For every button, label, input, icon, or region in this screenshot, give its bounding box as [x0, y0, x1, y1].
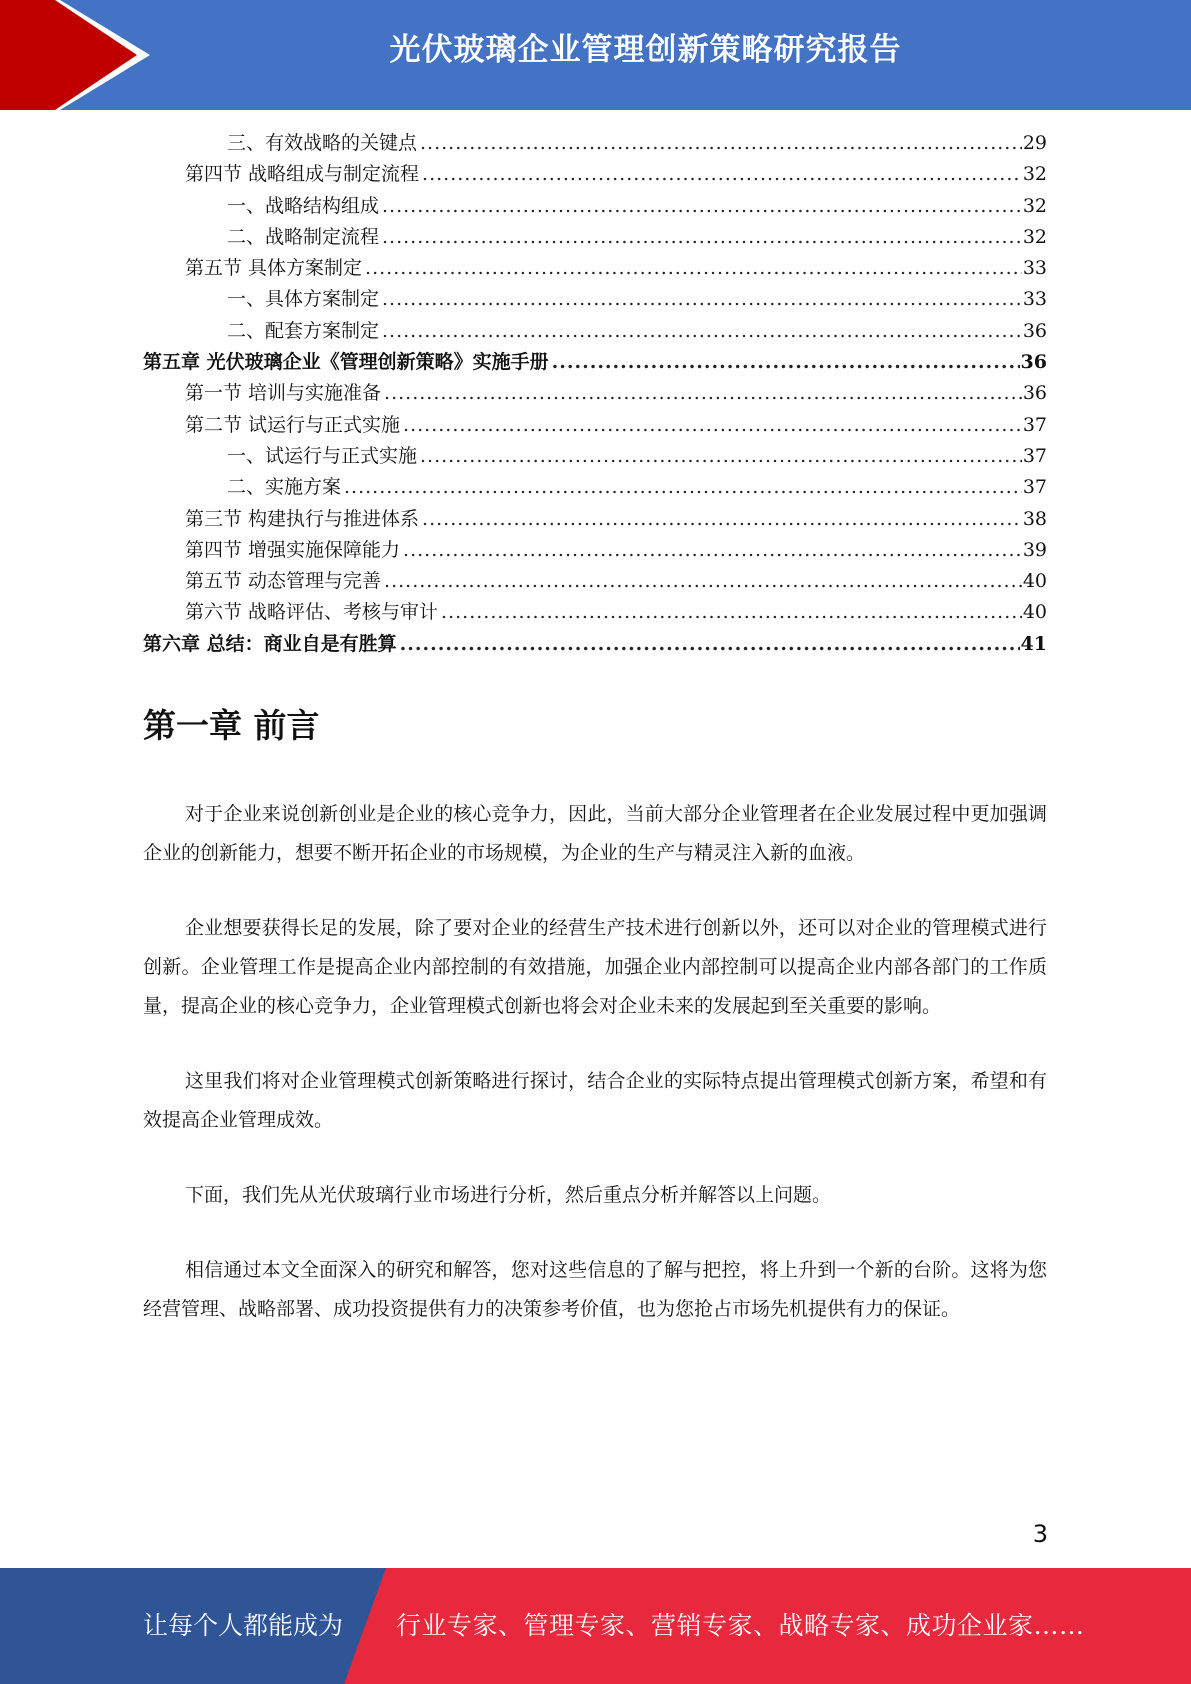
toc-entry-title: 一、战略结构组成: [227, 194, 380, 217]
toc-entry-page: 33: [1022, 257, 1047, 280]
toc-entry-title: 第五节 具体方案制定: [185, 257, 363, 280]
toc-dot-leader: [382, 284, 1022, 315]
toc-entry[interactable]: [143, 159, 1047, 190]
toc-entry-page: 37: [1022, 444, 1047, 467]
footer-slogan-left: 让每个人都能成为: [143, 1611, 344, 1640]
toc-entry-page: 36: [1020, 351, 1047, 374]
toc-dot-leader: [552, 347, 1020, 378]
table-of-contents: [143, 128, 1047, 660]
report-title: 光伏玻璃企业管理创新策略研究报告: [389, 32, 902, 68]
toc-dot-leader: [384, 378, 1022, 409]
chapter-body: [143, 795, 1047, 1365]
toc-entry-title: 二、配套方案制定: [227, 319, 380, 342]
toc-entry-page: 32: [1022, 163, 1047, 186]
toc-dot-leader: [420, 128, 1022, 159]
toc-dot-leader: [422, 159, 1022, 190]
toc-entry[interactable]: [143, 347, 1047, 378]
toc-entry-title: 一、具体方案制定: [227, 288, 380, 311]
toc-entry-page: 32: [1022, 225, 1047, 248]
toc-entry[interactable]: [143, 191, 1047, 222]
toc-entry[interactable]: [143, 128, 1047, 159]
toc-dot-leader: [422, 504, 1022, 535]
toc-entry-title: 第六章 总结：商业自是有胜算: [143, 632, 397, 655]
toc-entry-title: 第四节 增强实施保障能力: [185, 538, 401, 561]
toc-dot-leader: [420, 441, 1022, 472]
toc-entry-page: 40: [1022, 601, 1047, 624]
toc-entry[interactable]: [143, 597, 1047, 628]
page-header: [0, 0, 1191, 110]
toc-entry-page: 36: [1022, 319, 1047, 342]
toc-entry[interactable]: [143, 410, 1047, 441]
toc-entry[interactable]: [143, 253, 1047, 284]
toc-entry-title: 二、战略制定流程: [227, 225, 380, 248]
toc-dot-leader: [365, 253, 1022, 284]
footer-slogan-right: 行业专家、管理专家、营销专家、战略专家、成功企业家……: [396, 1611, 1085, 1640]
toc-dot-leader: [403, 410, 1022, 441]
paragraph: 相信通过本文全面深入的研究和解答，您对这些信息的了解与把控，将上升到一个新的台阶。这将为您经营管理、战略部署、成功投资提供有力的决策参考价值，也为您抢占市场先机提供有力的保证。: [143, 1259, 1047, 1320]
toc-entry[interactable]: [143, 441, 1047, 472]
toc-dot-leader: [382, 222, 1022, 253]
paragraph: 下面，我们先从光伏玻璃行业市场进行分析，然后重点分析并解答以上问题。: [185, 1184, 832, 1206]
toc-entry-title: 一、试运行与正式实施: [227, 444, 418, 467]
toc-entry[interactable]: [143, 629, 1047, 660]
toc-entry-title: 第五章 光伏玻璃企业《管理创新策略》实施手册: [143, 351, 549, 374]
page-footer: [0, 1568, 1191, 1684]
paragraph: 对于企业来说创新创业是企业的核心竞争力，因此，当前大部分企业管理者在企业发展过程中更加强调企业的创新能力，想要不断开拓企业的市场规模，为企业的生产与精灵注入新的血液。: [143, 803, 1047, 864]
toc-dot-leader: [441, 597, 1022, 628]
toc-entry[interactable]: [143, 472, 1047, 503]
toc-entry[interactable]: [143, 222, 1047, 253]
toc-entry-page: 41: [1020, 632, 1047, 655]
toc-entry[interactable]: [143, 504, 1047, 535]
toc-entry-page: 36: [1022, 382, 1047, 405]
paragraph: 企业想要获得长足的发展，除了要对企业的经营生产技术进行创新以外，还可以对企业的管理模式进行创新。企业管理工作是提高企业内部控制的有效措施，加强企业内部控制可以提高企业内部各部门的工作质量，提高企业的核心竞争力，企业管理模式创新也将会对企业未来的发展起到至关重要的影响。: [143, 917, 1047, 1017]
toc-dot-leader: [344, 472, 1022, 503]
toc-entry-page: 29: [1022, 132, 1047, 154]
toc-entry-title: 第一节 培训与实施准备: [185, 382, 382, 405]
toc-dot-leader: [403, 535, 1022, 566]
toc-entry-title: 第四节 战略组成与制定流程: [185, 163, 420, 186]
toc-entry-title: 第三节 构建执行与推进体系: [185, 507, 420, 530]
toc-entry-page: 39: [1022, 538, 1047, 561]
toc-dot-leader: [382, 316, 1022, 347]
toc-entry-page: 37: [1022, 476, 1047, 499]
toc-dot-leader: [382, 191, 1022, 222]
toc-entry-title: 三、有效战略的关键点: [227, 132, 418, 154]
toc-entry-page: 33: [1022, 288, 1047, 311]
toc-dot-leader: [384, 566, 1022, 597]
paragraph: 这里我们将对企业管理模式创新策略进行探讨，结合企业的实际特点提出管理模式创新方案，希望和有效提高企业管理成效。: [143, 1070, 1047, 1131]
toc-entry-page: 37: [1022, 413, 1047, 436]
toc-entry-title: 第六节 战略评估、考核与审计: [185, 601, 439, 624]
page-number: 3: [1032, 1520, 1048, 1548]
toc-entry[interactable]: [143, 535, 1047, 566]
toc-entry[interactable]: [143, 284, 1047, 315]
toc-entry-page: 40: [1022, 570, 1047, 593]
toc-entry[interactable]: [143, 316, 1047, 347]
toc-entry-title: 第五节 动态管理与完善: [185, 570, 382, 593]
toc-entry-title: 第二节 试运行与正式实施: [185, 413, 401, 436]
toc-entry[interactable]: [143, 378, 1047, 409]
toc-entry-page: 32: [1022, 194, 1047, 217]
toc-entry[interactable]: [143, 566, 1047, 597]
chapter-heading: 第一章 前言: [143, 706, 320, 745]
toc-entry-title: 二、实施方案: [227, 476, 342, 499]
toc-entry-page: 38: [1022, 507, 1047, 530]
toc-dot-leader: [400, 629, 1020, 660]
